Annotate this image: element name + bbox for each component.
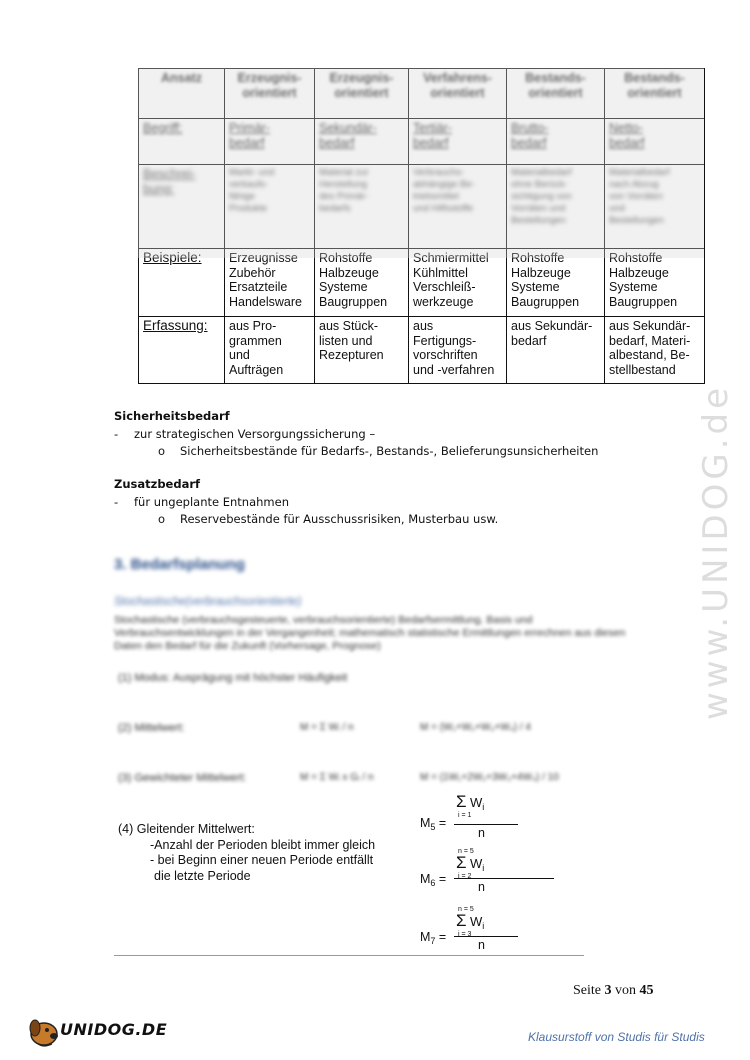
- table-cell: Primär- bedarf: [225, 119, 315, 165]
- formula-lhs: M: [420, 930, 431, 944]
- table-header-cell: Ansatz: [139, 69, 225, 119]
- list-item: zur strategischen Versorgungssicherung –: [134, 427, 376, 441]
- moving-average-heading: (4) Gleitender Mittelwert:: [118, 822, 255, 836]
- table-header-cell: Erzeugnis- orientiert: [315, 69, 409, 119]
- table-cell: Rohstoffe Halbzeuge Systeme Baugruppen: [315, 249, 409, 317]
- page-current: 3: [604, 983, 612, 998]
- demand-types-table: [138, 68, 705, 384]
- fraction-bar: [454, 878, 554, 879]
- table-cell: Brutto- bedarf: [507, 119, 605, 165]
- table-cell: aus Stück- listen und Rezepturen: [315, 317, 409, 384]
- table-cell: Verbrauchs- abhängige Be- triebsmittel und Hilfsstoffe: [409, 165, 507, 249]
- dash-bullet: -: [114, 427, 119, 441]
- moving-average-note: die letzte Periode: [154, 868, 251, 883]
- footer-tagline: Klausurstoff von Studis für Studis: [528, 1030, 705, 1044]
- table-cell: Tertiär- bedarf: [409, 119, 507, 165]
- fraction-bar: [454, 824, 518, 825]
- table-header-cell: Erzeugnis- orientiert: [225, 69, 315, 119]
- table-cell: Rohstoffe Halbzeuge Systeme Baugruppen: [605, 249, 705, 317]
- table-header-cell: Bestands- orientiert: [605, 69, 705, 119]
- table-row-beispiele: [139, 249, 705, 317]
- moving-average-note: - bei Beginn einer neuen Periode entfällt: [150, 853, 374, 867]
- sub-list-item: Reservebestände für Ausschussrisiken, Musterbau usw.: [180, 512, 499, 526]
- table-cell: Materialbedarf nach Abzug von Vorräten und Bestellungen: [605, 165, 705, 249]
- method-mittelwert: (2) Mittelwert:: [118, 722, 185, 734]
- table-cell: Materialbedarf ohne Berück- sichtigung von Vorräten und Bestellungen: [507, 165, 605, 249]
- sub-list-item: Sicherheitsbestände für Bedarfs-, Bestands-, Belieferungsunsicherheiten: [180, 444, 599, 458]
- section-paragraph: Stochastische (verbrauchsgesteuerte, verbrauchsorientierte) Bedarfsermittlung. Basis und Verbrauchsentwicklungen in der Vergangenheit; mathematisch statistische Ermittlungen errechnen aus diesen Daten den Bedarf für die Zukunft (Vorhersage, Prognose): [114, 614, 626, 652]
- formula-subscript: 6: [430, 878, 436, 888]
- table-header-row: [139, 69, 705, 119]
- formula-gewichtet-general: M = Σ Wᵢ x Gᵢ / n: [300, 772, 374, 783]
- list-item: für ungeplante Entnahmen: [134, 495, 289, 509]
- circle-bullet: o: [158, 444, 166, 458]
- formula-lhs: M: [420, 872, 431, 886]
- page-of: von: [615, 983, 636, 998]
- formula-term: $W_i$: [470, 856, 485, 873]
- section-heading-sicherheitsbedarf: Sicherheitsbedarf: [114, 409, 230, 423]
- table-row-begriff: [139, 119, 705, 165]
- table-row-beschreibung: [139, 165, 705, 249]
- equals-sign: =: [438, 872, 447, 886]
- formula-lhs: M: [420, 816, 431, 830]
- table-cell: aus Pro- grammen und Aufträgen: [225, 317, 315, 384]
- table-cell: Erfassung:: [139, 317, 225, 384]
- sum-lower-limit: i = 1: [458, 812, 472, 819]
- table-cell: Beispiele:: [139, 249, 225, 317]
- method-gewichteter-mittelwert: (3) Gewichteter Mittelwert:: [118, 772, 247, 784]
- formula-denominator: n: [478, 938, 485, 952]
- formula-denominator: n: [478, 880, 485, 894]
- sum-lower-limit: i = 3: [458, 931, 472, 938]
- moving-average-note: -Anzahl der Perioden bleibt immer gleich: [150, 837, 376, 852]
- sigma-icon: Σ: [456, 911, 467, 930]
- table-cell: aus Sekundär- bedarf, Materi- albestand, Be- stellbestand: [605, 317, 705, 384]
- sigma-icon: Σ: [456, 792, 467, 811]
- sum-upper-limit: n = 5: [458, 848, 474, 855]
- formula-term: $W_i$: [470, 914, 485, 931]
- moving-average-description: [118, 822, 375, 884]
- formula-denominator: n: [478, 826, 485, 840]
- logo-text: UNIDOG.DE: [60, 1020, 168, 1039]
- table-row-erfassung: [139, 317, 705, 384]
- table-cell: aus Fertigungs- vorschriften und -verfahren: [409, 317, 507, 384]
- table-cell: Netto- bedarf: [605, 119, 705, 165]
- formula-mittelwert-general: M = Σ Wᵢ / n: [300, 722, 354, 733]
- formula-mittelwert-example: M = (W₁+W₂+W₃+W₄) / 4: [420, 722, 531, 733]
- table-cell: Material zur Herstellung des Primär- bedarfs: [315, 165, 409, 249]
- table-cell: Schmiermittel Kühlmittel Verschleiß- werkzeuge: [409, 249, 507, 317]
- table-header-cell: Bestands- orientiert: [507, 69, 605, 119]
- footer-divider: [114, 955, 584, 956]
- table-header-cell: Verfahrens- orientiert: [409, 69, 507, 119]
- watermark: www.UNIDOG.de: [696, 383, 736, 720]
- fraction-bar: [454, 936, 518, 937]
- sum-upper-limit: n = 5: [458, 906, 474, 913]
- equals-sign: =: [438, 930, 447, 944]
- method-modus: (1) Modus: Ausprägung mit höchster Häufigkeit: [118, 672, 348, 684]
- section-title-bedarfsplanung: 3. Bedarfsplanung: [114, 556, 245, 573]
- section-subtitle: Stochastische(verbrauchsorientierte): [114, 596, 302, 608]
- sigma-icon: Σ: [456, 853, 467, 872]
- table-cell: Beschrei- bung:: [139, 165, 225, 249]
- circle-bullet: o: [158, 512, 166, 526]
- table-cell: Erzeugnisse Zubehör Ersatzteile Handelsware: [225, 249, 315, 317]
- table-cell: Markt- und verkaufs- fähige Produkte: [225, 165, 315, 249]
- table-cell: aus Sekundär- bedarf: [507, 317, 605, 384]
- table-cell: Sekundär- bedarf: [315, 119, 409, 165]
- table-cell: Rohstoffe Halbzeuge Systeme Baugruppen: [507, 249, 605, 317]
- page-total: 45: [639, 983, 654, 998]
- table-cell: Begriff:: [139, 119, 225, 165]
- page-number: [573, 983, 654, 999]
- equals-sign: =: [438, 816, 447, 830]
- page-prefix: Seite: [573, 983, 601, 998]
- sum-lower-limit: i = 2: [458, 873, 472, 880]
- formula-subscript: 5: [430, 822, 436, 832]
- formula-term: $W_i$: [470, 795, 485, 812]
- section-heading-zusatzbedarf: Zusatzbedarf: [114, 477, 201, 491]
- dash-bullet: -: [114, 495, 119, 509]
- formula-subscript: 7: [430, 936, 436, 946]
- formula-gewichtet-example: M = (1W₁+2W₂+3W₃+4W₄) / 10: [420, 772, 559, 783]
